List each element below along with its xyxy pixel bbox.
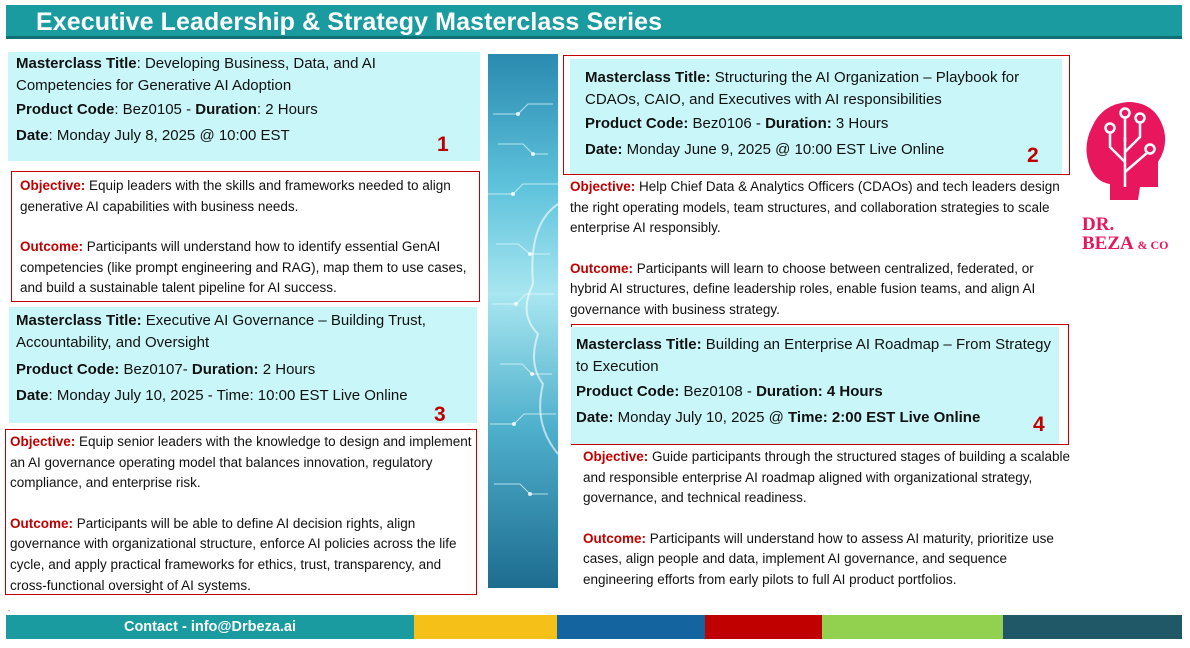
- masterclass-3-header: Masterclass Title: Executive AI Governance – Building Trust, Accountability, and Oversight Product Code: Bez0107- Duration: 2 Hours Date: Monday July 10, 2025 - Time: 10:00 EST Live Online: [9, 307, 477, 423]
- title-banner: [6, 5, 1182, 39]
- masterclass-1-header: Masterclass Title: Developing Business, Data, and AI Competencies for Generative AI Adoption Product Code: Bez0105 - Duration: 2 Hours Date: Monday July 8, 2025 @ 10:00 EST: [8, 52, 480, 161]
- masterclass-1-details: [11, 171, 480, 302]
- footer-color-segment: [705, 615, 822, 639]
- masterclass-2-number: 2: [1027, 144, 1039, 167]
- masterclass-4-number: 4: [1033, 413, 1045, 436]
- masterclass-4-details: [583, 447, 1077, 592]
- masterclass-3-objective: Objective: Equip senior leaders with the knowledge to design and implement an AI governance operating model that balances innovation, regulatory compliance, and enterprise risk.: [10, 434, 472, 491]
- footer-color-segment: [1003, 615, 1182, 639]
- page-title: Executive Leadership & Strategy Masterclass Series: [36, 8, 663, 36]
- masterclass-3-outcome: Outcome: Participants will be able to define AI decision rights, align governance with organizational structure, enforce AI policies across the life cycle, and apply practical frameworks for ethics, trust, transparency, and cross-functional oversight of AI systems.: [10, 515, 457, 593]
- masterclass-2-header: Masterclass Title: Structuring the AI Organization – Playbook for CDAOs, CAIO, and Executives with AI responsibilities Product Code: Bez0106 - Duration: 3 Hours Date: Monday June 9, 2025 @ 10:00 EST Live Online: [570, 59, 1062, 174]
- logo-wordmark: DR. BEZA & CO: [1082, 214, 1169, 254]
- masterclass-3-details: [5, 429, 477, 595]
- footer-color-segment: [414, 615, 557, 639]
- footer-color-segment: [557, 615, 705, 639]
- masterclass-2-details: [570, 177, 1070, 322]
- dr-beza-logo-icon: [1080, 92, 1170, 212]
- masterclass-2-objective: Objective: Help Chief Data & Analytics Officers (CDAOs) and tech leaders design the right operating models, team structures, and collaboration strategies to scale enterprise AI responsibly.: [570, 179, 1060, 236]
- stray-dot: .: [8, 604, 11, 613]
- masterclass-1-objective: Objective: Equip leaders with the skills and frameworks needed to align generative AI capabilities with business needs.: [20, 178, 451, 214]
- ai-face-image: [488, 54, 558, 588]
- masterclass-4-outcome: Outcome: Participants will understand how to assess AI maturity, prioritize use cases, align people and data, implement AI governance, and sequence engineering efforts from early pilots to full AI product portfolios.: [583, 530, 1054, 587]
- contact-footer: Contact - info@Drbeza.ai: [6, 615, 414, 639]
- masterclass-2-outcome: Outcome: Participants will learn to choose between centralized, federated, or hybrid AI structures, define leadership roles, enable fusion teams, and align AI governance with business strategy.: [570, 260, 1036, 317]
- masterclass-1-number: 1: [437, 133, 449, 156]
- footer-color-segment: [822, 615, 1003, 639]
- circuit-face-graphic: [488, 54, 558, 588]
- masterclass-1-outcome: Outcome: Participants will understand how to identify essential GenAI competencies (like prompt engineering and RAG), map them to use cases, and build a sustainable talent pipeline for AI success.: [20, 239, 467, 296]
- masterclass-4-header: Masterclass Title: Building an Enterprise AI Roadmap – From Strategy to Execution Product Code: Bez0108 - Duration: 4 Hours Date: Monday July 10, 2025 @ Time: 2:00 EST Live Online: [571, 327, 1059, 444]
- masterclass-4-objective: Objective: Guide participants through the structured stages of building a scalable and responsible enterprise AI roadmap aligned with organizational strategy, governance, and technical readiness.: [583, 449, 1071, 506]
- masterclass-3-number: 3: [434, 403, 446, 426]
